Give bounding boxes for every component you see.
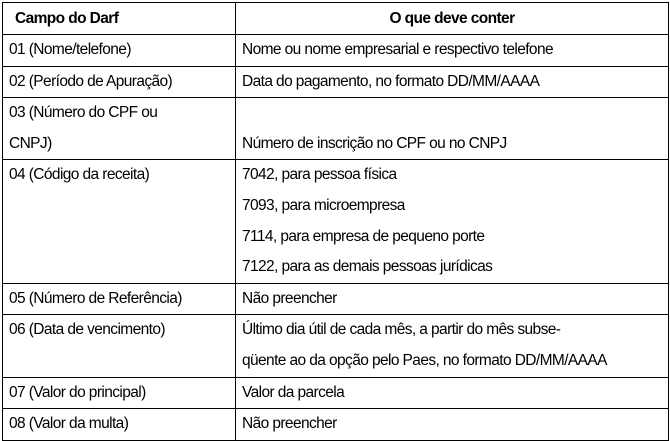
field-text: 05 (Número de Referência) (9, 289, 182, 307)
field-text: 07 (Valor do principal) (9, 383, 146, 401)
header-row (3, 3, 669, 35)
content-cell (236, 35, 669, 67)
field-text: 01 (Nome/telefone) (9, 41, 131, 58)
content-text: Data do pagamento, no formato DD/MM/AAAA (242, 72, 540, 90)
content-text (242, 98, 668, 129)
header-campo: Campo do Darf (3, 3, 236, 35)
content-cell (236, 315, 669, 377)
field-text: CNPJ) (9, 134, 52, 152)
field-text: 03 (Número do CPF ou (9, 104, 158, 122)
content-text: 7122, para as demais pessoas jurídicas (242, 258, 493, 276)
field-text: 04 (Código da receita) (9, 166, 150, 184)
table-row (3, 377, 669, 409)
field-text: 08 (Valor da multa) (9, 415, 129, 433)
content-text: Último dia útil de cada mês, a partir do mês subse- (242, 321, 561, 339)
table-row (3, 315, 669, 377)
table-row (3, 98, 669, 160)
content-cell (236, 66, 669, 98)
table-row (3, 283, 669, 315)
field-cell (3, 315, 236, 377)
content-text: Número de inscrição no CPF ou no CNPJ (242, 134, 507, 152)
content-cell (236, 98, 669, 160)
field-cell (3, 98, 236, 160)
field-text: 06 (Data de vencimento) (9, 321, 165, 339)
content-cell (236, 160, 669, 283)
darf-fields-table (2, 2, 669, 441)
content-text: qüente ao da opção pelo Paes, no formato DD/MM/AAAA (242, 351, 607, 369)
table-row (3, 160, 669, 283)
table-row (3, 35, 669, 67)
header-conteudo: O que deve conter (236, 3, 669, 35)
content-text: 7093, para microempresa (242, 196, 405, 214)
content-text: Não preencher (242, 289, 337, 307)
content-text: Nome ou nome empresarial e respectivo telefone (242, 41, 553, 58)
field-cell (3, 409, 236, 441)
field-cell (3, 160, 236, 283)
table-row (3, 409, 669, 441)
content-text: 7114, para empresa de pequeno porte (242, 227, 485, 245)
field-text: 02 (Período de Apuração) (9, 72, 173, 90)
content-text: Não preencher (242, 415, 337, 433)
field-cell (3, 283, 236, 315)
content-cell (236, 283, 669, 315)
table-row (3, 66, 669, 98)
content-cell (236, 377, 669, 409)
content-cell (236, 409, 669, 441)
field-cell (3, 377, 236, 409)
field-cell (3, 35, 236, 67)
content-text: 7042, para pessoa física (242, 166, 397, 184)
field-cell (3, 66, 236, 98)
content-text: Valor da parcela (242, 383, 345, 401)
